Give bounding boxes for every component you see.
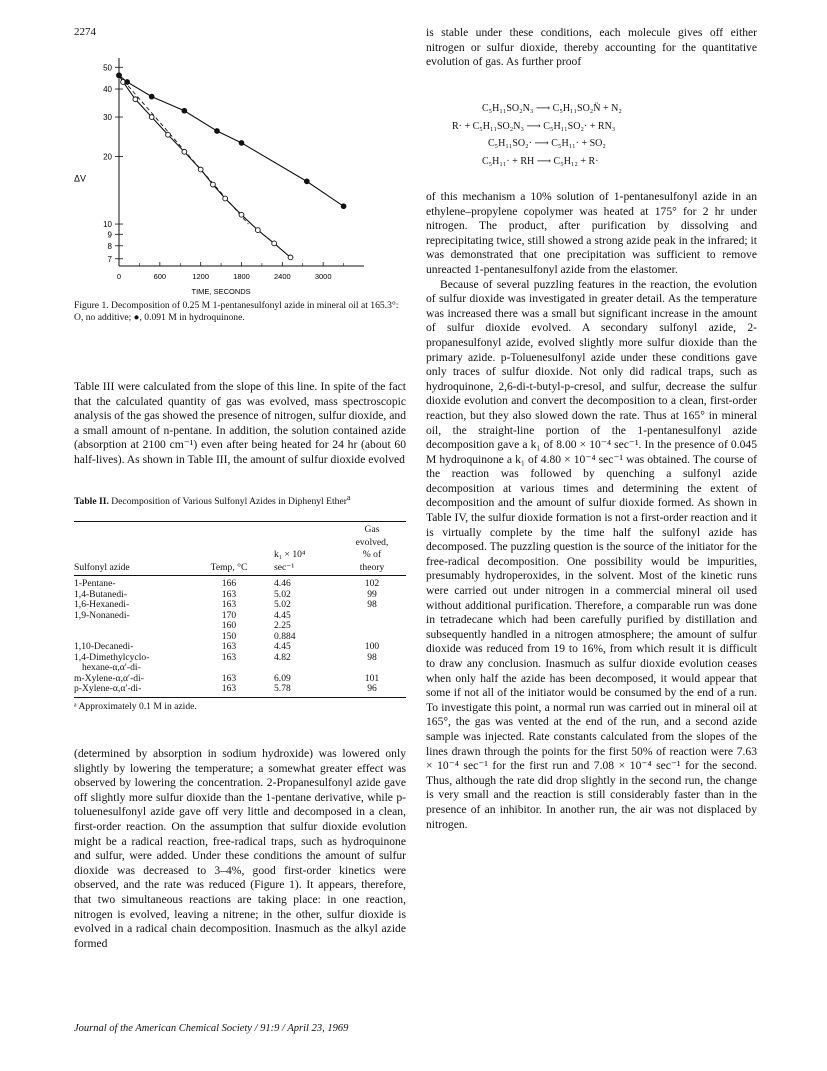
table-row bbox=[74, 642, 406, 653]
cell-temp: 163 bbox=[221, 641, 237, 652]
cell-k1: 5.78 bbox=[258, 684, 338, 697]
cell-gas: 98 bbox=[367, 599, 377, 610]
y-tick-label: 50 bbox=[103, 63, 112, 73]
cell-k1 bbox=[258, 663, 338, 674]
cell-temp: 163 bbox=[200, 684, 258, 697]
y-tick-label: 30 bbox=[103, 113, 112, 123]
cell-gas bbox=[338, 611, 406, 622]
cell-azide: 1,6-Hexanedi- bbox=[74, 599, 130, 610]
table-row bbox=[74, 663, 406, 674]
column-a-bottom-text bbox=[74, 747, 406, 951]
cell-temp: 163 bbox=[221, 588, 237, 600]
y-tick-label: 10 bbox=[103, 220, 112, 230]
x-axis-label: TIME, SECONDS bbox=[191, 287, 251, 296]
cell-k1: 4.45 bbox=[274, 641, 291, 652]
y-tick-label: 40 bbox=[103, 85, 112, 95]
open-circle-point bbox=[182, 149, 187, 154]
cell-k1: 4.45 bbox=[274, 609, 291, 621]
table-row bbox=[74, 621, 406, 632]
x-tick-label: 600 bbox=[153, 272, 167, 281]
cell-azide: 1,10-Decanedi- bbox=[74, 641, 134, 652]
equation-4: C₅H₁₁· + RH ⟶ C₅H₁₂ + R· bbox=[482, 155, 599, 167]
y-tick-label: 8 bbox=[107, 241, 112, 251]
y-axis-label: ΔV bbox=[74, 173, 87, 184]
filled-circle-point bbox=[125, 80, 130, 85]
header-gas-3: % of bbox=[362, 549, 382, 560]
filled-circle-point bbox=[341, 204, 346, 209]
open-circle-point bbox=[255, 228, 260, 233]
table-row bbox=[74, 684, 406, 697]
cell-temp: 163 bbox=[221, 599, 237, 610]
paragraph: is stable under these conditions, each molecule gives off either nitrogen or sulfur dioxide, thereby accounting for the quantitative evolution of gas. As further proof bbox=[426, 26, 757, 69]
filled-circle-point bbox=[239, 141, 244, 146]
header-k1: k₁ × 10⁴ bbox=[274, 549, 306, 560]
header-gas-1: Gas bbox=[338, 522, 406, 538]
cell-gas bbox=[338, 621, 406, 632]
header-azide: Sulfonyl azide bbox=[74, 563, 200, 576]
journal-footer: Journal of the American Chemical Society / 91:9 / April 23, 1969 bbox=[74, 1023, 349, 1034]
open-circle-point bbox=[288, 255, 293, 260]
y-tick-label: 7 bbox=[107, 254, 112, 264]
table-footnote: ᵃ Approximately 0.1 M in azide. bbox=[74, 700, 197, 712]
open-circle-point bbox=[223, 196, 228, 201]
cell-azide: 1-Pentane- bbox=[74, 578, 116, 589]
cell-azide: p-Xylene-α,α′-di- bbox=[74, 684, 200, 697]
header-k1-unit: sec⁻¹ bbox=[258, 563, 338, 576]
x-tick-label: 3000 bbox=[314, 272, 332, 281]
cell-temp: 166 bbox=[221, 578, 237, 589]
header-gas-4: theory bbox=[338, 563, 406, 576]
cell-temp: 150 bbox=[221, 630, 237, 642]
cell-k1: 6.09 bbox=[274, 672, 291, 684]
open-circle-point bbox=[239, 212, 244, 217]
cell-gas bbox=[338, 663, 406, 674]
y-tick-label: 9 bbox=[107, 230, 112, 240]
x-tick-label: 1800 bbox=[233, 272, 250, 281]
cell-temp: 163 bbox=[221, 672, 237, 684]
paragraph: (determined by absorption in sodium hydroxide) was lowered only slightly by lowering the temperature; a somewhat greater effect was observed by lowering the concentration. 2-Propanesulfonyl azide gave off slightly more sulfur dioxide than the 1-pentane derivative, while p-toluenesulfonyl azide gave off very little and decomposed in a clean, first-order reaction. On the assumption that sulfur dioxide evolution might be a radical reaction, free-radical traps, such as hydroquinone and sulfur, were added. Under these conditions the amount of sulfur dioxide was decreased to 3–4%, good first-order kinetics were observed, and the rate was reduced (Figure 1). It appears, therefore, that two simultaneous reactions are taking place: in one reaction, nitrogen is evolved, leaving a nitrene; in the other, sulfur dioxide is evolved in a radical chain decomposition. Inasmuch as the alkyl azide formed bbox=[74, 747, 406, 950]
filled-circle-point bbox=[215, 129, 220, 134]
cell-azide: hexane-α,α′-di- bbox=[82, 662, 141, 673]
equation-3: C₅H₁₁SO₂· ⟶ C₅H₁₁· + SO₂ bbox=[488, 138, 606, 149]
cell-k1: 5.02 bbox=[274, 599, 291, 610]
header-gas-2: evolved, bbox=[355, 536, 389, 548]
cell-temp: 160 bbox=[221, 620, 237, 631]
equation-2: R· + C₅H₁₁SO₂N₃ ⟶ C₅H₁₁SO₂· + RN₃ bbox=[452, 120, 616, 132]
cell-k1: 2.25 bbox=[274, 620, 291, 631]
cell-gas: 99 bbox=[367, 588, 377, 600]
table-label: Table II. bbox=[74, 496, 109, 508]
paragraph: of this mechanism a 10% solution of 1-pentanesulfonyl azide in an ethylene–propylene copolymer was heated at 175° for 2 hr under nitrogen. The product, after purification by dissolving and reprecipitating twice, still showed a strong azide peak in the infrared; it was demonstrated that one precipitation was sufficient to remove unreacted 1-pentanesulfonyl azide from the elastomer. bbox=[426, 190, 757, 276]
cell-azide: 1,9-Nonanedi- bbox=[74, 609, 130, 621]
chart-marks bbox=[117, 73, 346, 260]
open-circle-point bbox=[198, 167, 203, 172]
cell-temp: 170 bbox=[221, 609, 237, 621]
cell-temp bbox=[200, 663, 258, 674]
figure-caption: Figure 1. Decomposition of 0.25 M 1-pentanesulfonyl azide in mineral oil at 165.3°: O, no additive; ●, 0.091 M in hydroquinone. bbox=[74, 300, 399, 323]
cell-gas: 100 bbox=[364, 641, 380, 652]
filled-circle-point bbox=[149, 94, 154, 99]
open-circle-point bbox=[166, 132, 171, 137]
cell-gas: 96 bbox=[338, 684, 406, 697]
x-tick-label: 0 bbox=[116, 272, 122, 281]
equation-1: C₅H₁₁SO₂N₃ ⟶ C₅H₁₁SO₂N̈ + N₂ bbox=[482, 103, 622, 114]
cell-azide: 1,4-Dimethylcyclo- bbox=[74, 651, 150, 663]
sulfonyl-azide-table bbox=[74, 521, 406, 712]
cell-gas: 102 bbox=[364, 578, 380, 589]
table-row bbox=[74, 576, 406, 590]
filled-circle-point bbox=[304, 179, 309, 184]
cell-azide bbox=[74, 621, 200, 632]
filled-circle-point bbox=[182, 108, 187, 113]
paragraph: Because of several puzzling features in the reaction, the evolution of sulfur dioxide was investigated in greater detail. As the temperature was increased there was a small but significant increase in the amount of sulfur dioxide evolved. A secondary sulfonyl azide, 2-propanesulfonyl azide, evolved slightly more sulfur dioxide than the primary azide. p-Toluenesulfonyl azide under these conditions gave only traces of sulfur dioxide. Not only did radical traps, such as hydroquinone, 2,6-di-t-butyl-p-cresol, and sulfur, decrease the sulfur dioxide evolution and convert the decomposition to a clean, first-order reaction, but they also slowed down the rate. Thus at 165° in mineral oil, the straight-line portion of the 1-pentanesulfonyl azide decomposition gave a k₁ of 8.00 × 10⁻⁴ sec⁻¹. In the presence of 0.045 M hydroquinone a k₁ of 4.80 × 10⁻⁴ sec⁻¹ was obtained. The course of the reaction was followed by quenching a sulfonyl azide decomposition at various times and determining the extent of decomposition and the amount of sulfur dioxide formed. As shown in Table IV, the sulfur dioxide formation is not a first-order reaction and it is virtually complete by the time half the sulfonyl azide has decomposed. The puzzling question is the source of the initiator for the free-radical decomposition. One possibility would be impurities, presumably hydroperoxides, in the solvent. Most of the kinetic runs were carried out under nitrogen in a commercial mineral oil used without additional purification. Therefore, a comparable run was done in tetradecane which had been carefully purified by distillation and subsequently handled in a nitrogen atmosphere; the amount of sulfur dioxide was reduced from 19 to 16%, from which result it is difficult to draw any conclusion. Inasmuch as sulfur dioxide evolution ceases when only half the azide has been decomposed, it would appear that some if not all of the initiator would be consumed by the end of a run. To investigate this point, a normal run was carried out in mineral oil at 165°, the gas was vented at the end of the run, and a second azide sample was injected. Rate constants calculated from the slopes of the lines drawn through the points for the first 50% of reaction were 7.63 × 10⁻⁴ sec⁻¹ for the first run and 7.08 × 10⁻⁴ sec⁻¹ for the second. Thus, although the rate did drop slightly in the second run, the change is very small and the reaction is still considerably faster than in the presence of an inhibitor. In another run, the air was not displaced by nitrogen. bbox=[426, 277, 757, 831]
open-circle-point bbox=[211, 182, 216, 187]
cell-temp: 163 bbox=[221, 651, 237, 663]
open-circle-point bbox=[272, 241, 277, 246]
cell-gas: 101 bbox=[364, 672, 380, 684]
cell-azide: 1,4-Butanedi- bbox=[74, 588, 128, 600]
table-row bbox=[74, 600, 406, 611]
cell-k1: 0.884 bbox=[274, 630, 296, 642]
series-no-additive-line bbox=[119, 75, 291, 257]
cell-azide: m-Xylene-α,α′-di- bbox=[74, 672, 144, 684]
open-circle-point bbox=[149, 115, 154, 120]
table-row bbox=[74, 611, 406, 622]
filled-circle-point bbox=[117, 73, 122, 78]
reaction-equations bbox=[426, 100, 757, 170]
y-tick-label: 20 bbox=[103, 152, 112, 162]
open-circle-point bbox=[133, 97, 138, 102]
chart-axes bbox=[74, 58, 364, 296]
table-caption bbox=[74, 492, 406, 508]
decomposition-chart bbox=[74, 48, 374, 296]
page-number: 2274 bbox=[74, 26, 96, 38]
cell-k1: 4.46 bbox=[274, 578, 291, 589]
cell-k1: 4.82 bbox=[274, 651, 291, 663]
column-a-top-text bbox=[74, 380, 406, 468]
table-caption-mark: a bbox=[346, 493, 351, 502]
table-title: Decomposition of Various Sulfonyl Azides in Diphenyl Ether bbox=[111, 496, 347, 508]
x-tick-label: 2400 bbox=[273, 272, 291, 281]
column-b-top-text bbox=[426, 26, 757, 70]
cell-k1: 5.02 bbox=[274, 588, 291, 600]
cell-gas: 98 bbox=[367, 651, 377, 663]
column-b-main-text bbox=[426, 190, 757, 832]
paragraph: Table III were calculated from the slope of this line. In spite of the fact that the calculated quantity of gas was evolved, mass spectroscopic analysis of the gas showed the presence of nitrogen, sulfur dioxide, and a small amount of n-pentane. In addition, the solution contained azide (absorption at 2100 cm⁻¹) even after being heated for 24 hr (about 60 half-lives). As shown in Table III, the amount of sulfur dioxide evolved bbox=[74, 380, 406, 466]
header-temp: Temp, °C bbox=[200, 563, 258, 576]
x-tick-label: 1200 bbox=[192, 272, 210, 281]
